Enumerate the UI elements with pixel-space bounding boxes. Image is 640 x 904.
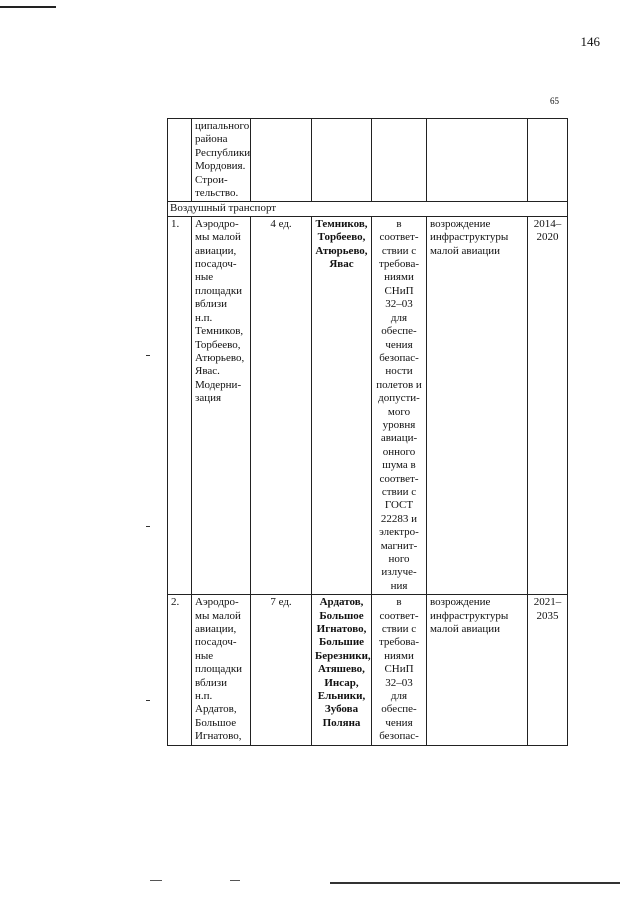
cell-num: 1. (168, 216, 192, 594)
cell-requirements: в соответ- ствии с требова- ниями СНиП 32–03 для обеспе- чения безопас- ности полетов и допусти- мого уровня авиаци- онного шума в соответ- ствии с ГОСТ 22283 и электро- магнит- ного излуче- ния (372, 216, 427, 594)
cell-requirements (372, 119, 427, 202)
scan-mark (150, 880, 162, 881)
scan-mark (146, 526, 150, 527)
cell-count (251, 119, 312, 202)
cell-purpose: возрождение инфраструктуры малой авиации (427, 595, 528, 745)
cell-period: 2014– 2020 (528, 216, 568, 594)
section-row (168, 202, 568, 216)
cell-count: 4 ед. (251, 216, 312, 594)
cell-name: Аэродро- мы малой авиации, посадоч- ные площадки вблизи н.п. Темников, Торбеево, Атюрьево, Явас. Модерни- зация (192, 216, 251, 594)
sub-page-number: 65 (550, 96, 559, 106)
section-label: Воздушный транспорт (168, 202, 568, 216)
cell-count: 7 ед. (251, 595, 312, 745)
cell-period (528, 119, 568, 202)
cell-period: 2021– 2035 (528, 595, 568, 745)
scan-mark (146, 355, 150, 356)
cell-purpose (427, 119, 528, 202)
page-number: 146 (580, 34, 600, 49)
cell-location: Темников, Торбеево, Атюрьево, Явас (312, 216, 372, 594)
top-left-rule (0, 6, 56, 8)
cell-purpose: возрождение инфраструктуры малой авиации (427, 216, 528, 594)
cell-requirements: в соответ- ствии с требова- ниями СНиП 32–03 для обеспе- чения безопас- (372, 595, 427, 745)
table-row (168, 595, 568, 745)
cell-name: ципального района Республики Мордовия. Строи- тельство. (192, 119, 251, 202)
cell-location (312, 119, 372, 202)
table-row (168, 119, 568, 202)
cell-num (168, 119, 192, 202)
cell-num: 2. (168, 595, 192, 745)
bottom-rule (330, 882, 620, 884)
table-row (168, 216, 568, 594)
scan-mark (146, 700, 150, 701)
cell-location: Ардатов, Большое Игнатово, Большие Березники, Атяшево, Инсар, Ельники, Зубова Поляна (312, 595, 372, 745)
transport-table (167, 118, 568, 746)
scan-mark (230, 880, 240, 881)
cell-name: Аэродро- мы малой авиации, посадоч- ные площадки вблизи н.п. Ардатов, Большое Игнатово, (192, 595, 251, 745)
